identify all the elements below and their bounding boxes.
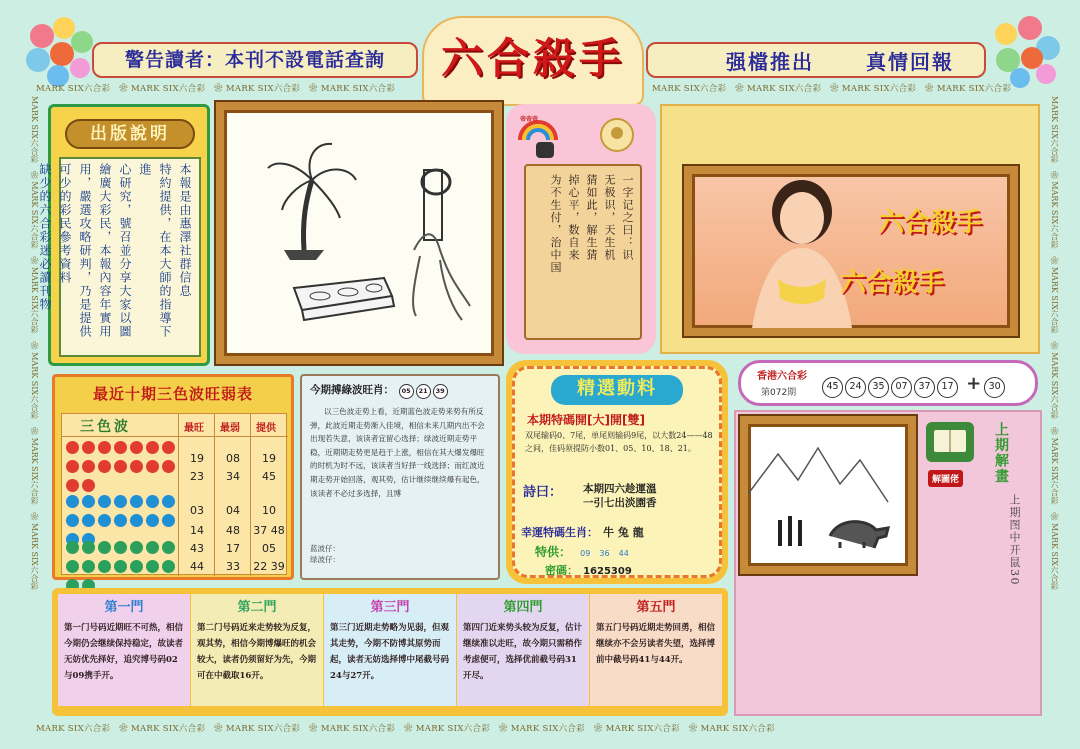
wave-cell: 04 [226, 504, 240, 517]
publish-notice-body [38, 157, 201, 357]
wave-cell: 22 39 [253, 560, 285, 573]
lotto-special-number: 30 [984, 377, 1005, 398]
photo-frame [684, 166, 1018, 336]
wave-hot-line-green: 绿波仔： [310, 555, 340, 564]
wave-table-grid [61, 413, 287, 575]
puzzle-frame [216, 102, 502, 364]
wave-cell: 03 [190, 504, 204, 517]
lotto-number: 45 [822, 377, 843, 398]
notice-col: 特約提供，在本大師的指導下進 [138, 163, 172, 339]
book-icon [926, 422, 974, 462]
wave-cell: 10 [262, 504, 276, 517]
logo-plate [422, 16, 644, 106]
code-label: 密碼： [545, 564, 578, 577]
proverb-panel [506, 104, 656, 354]
wave-hot-title: 今期搏綠波旺肖： [310, 384, 394, 396]
wave-table [52, 374, 294, 580]
select-info-body: 双尾输码0、7尾，单尾则输码9尾，以大数24——48之间，佳码须提防小数01、05、10、18、21。 [525, 431, 713, 453]
code-value: 1625309 [583, 566, 632, 577]
gate-title: 第四門 [503, 600, 543, 615]
pick-number: 09 [580, 549, 591, 558]
wave-hot-line-blue: 蓝波仔： [310, 544, 340, 553]
wave-cell: 23 [190, 470, 204, 483]
notice-col: 心研究，號召並分享大家以圖 [118, 163, 132, 339]
proverb-col: 猜如此，解生猜 [585, 174, 598, 262]
hk-lotto-label: 香港六合彩 [757, 371, 807, 382]
notice-col: 缺少的六合彩迷必讀刊物 [38, 163, 52, 312]
gate-title: 第一門 [104, 600, 144, 615]
wave-header-cold: 最弱 [220, 423, 240, 434]
last-period-frame [740, 416, 916, 574]
wave-hot-header [310, 382, 490, 399]
gate-1 [58, 594, 190, 706]
publish-notice-title: 出版說明 [90, 124, 170, 144]
gate-title: 第五門 [636, 600, 676, 615]
border-strip-top-left: MARK SIX六合彩 ❀ MARK SIX六合彩 ❀ MARK SIX六合彩 ❀ MARK SIX六合彩 [36, 84, 396, 94]
select-info-panel [506, 360, 728, 584]
hk-lotto-issue: 第072期 [761, 388, 797, 398]
select-info-title-plate [551, 375, 683, 405]
picks-label: 特供： [535, 545, 572, 559]
pick-number: 44 [618, 549, 629, 558]
gates-row [58, 594, 722, 710]
last-period-answer: 上期图中开鼠30 [1008, 494, 1021, 586]
select-info-inner [512, 366, 722, 578]
logo-text: 六合殺手 [440, 34, 625, 83]
lotto-number: 17 [937, 377, 958, 398]
hk-lotto-result [738, 360, 1038, 406]
gate-4 [457, 594, 589, 706]
warning-bar [92, 42, 418, 78]
proverb-col: 一字记之曰：识 [621, 174, 634, 262]
gates-panel [52, 588, 728, 716]
border-strip-right: MARK SIX六合彩 ❀ MARK SIX六合彩 ❀ MARK SIX六合彩 ❀ MARK SIX六合彩 ❀ MARK SIX六合彩 ❀ MARK SIX六合彩 [1050, 96, 1059, 590]
woman-photo-icon [732, 178, 872, 328]
gate-2 [191, 594, 323, 706]
wave-cell: 19 [262, 452, 276, 465]
notice-col: 用，嚴選攻略研判，乃是提供 [78, 163, 92, 339]
proverb-col: 无极识，天生机 [603, 174, 616, 262]
publish-notice-title-plate [65, 119, 195, 149]
slogan-right: 真情回報 [866, 50, 954, 74]
wave-hot-number: 39 [433, 384, 448, 399]
wave-hot-panel [300, 374, 500, 580]
select-info-title: 精選動料 [577, 378, 657, 399]
gate-text: 第五门号码近期走势回勇，相信继续亦不会另读者失望，选择博前中截号码41与44开。 [596, 623, 716, 665]
code-row [545, 559, 632, 578]
proverb-col: 为不生付，治中国 [549, 174, 562, 274]
lotto-number: 24 [845, 377, 866, 398]
notice-col: 繪廣大彩民，本報內容年實用 [98, 163, 112, 339]
hk-lotto-numbers [821, 373, 1006, 398]
publish-notice-panel [38, 104, 210, 366]
wave-cell: 33 [226, 560, 240, 573]
last-period-badge: 解圖佬 [928, 470, 963, 487]
gate-5 [590, 594, 722, 706]
lotto-plus: + [966, 373, 982, 394]
wave-hot-number: 21 [416, 384, 431, 399]
photo-caption-1: 六合殺手 [878, 208, 983, 238]
proverb-scroll [524, 164, 642, 340]
proverb-badge: 帝帝帝 [520, 116, 539, 123]
wave-cell: 37 48 [253, 524, 285, 537]
lotto-number: 37 [914, 377, 935, 398]
wave-cell: 44 [190, 560, 204, 573]
lotto-number: 07 [891, 377, 912, 398]
gate-text: 第一门号码近期旺不可热，相信今期仍会继续保持稳定，故读者无妨优先择好，追究博号码02与09携手开。 [64, 623, 184, 681]
warning-text: 警告讀者：本刊不設電話查詢 [124, 49, 385, 71]
last-period-panel [734, 410, 1042, 716]
poem-label: 詩曰： [523, 485, 563, 500]
notice-col: 可少的彩民參考資料 [58, 163, 72, 285]
wave-header-pick: 提供 [256, 423, 276, 434]
balloons-right-icon [984, 14, 1066, 90]
gate-text: 第二门号码近来走势较为反复，观其势，相信今期博爆旺的机会较大，读者仍须留好为先，今期可在中截取16开。 [197, 623, 317, 681]
poem-line: 本期四六趁運溫 [583, 483, 657, 495]
wave-cell: 05 [262, 542, 276, 555]
notice-col: 本報是由惠澤社群信息 [178, 163, 192, 298]
last-period-drawing-icon [748, 424, 908, 566]
lotto-number: 35 [868, 377, 889, 398]
wave-cell: 45 [262, 470, 276, 483]
last-period-title: 上期解畫 [993, 422, 1009, 484]
wave-cell: 08 [226, 452, 240, 465]
wave-table-title: 最近十期三色波旺弱表 [92, 385, 253, 403]
wave-cell: 48 [226, 524, 240, 537]
wave-hot-number: 05 [399, 384, 414, 399]
lucky-row [521, 521, 644, 540]
wave-cell: 17 [226, 542, 240, 555]
wave-cell: 34 [226, 470, 240, 483]
border-strip-bottom: MARK SIX六合彩 ❀ MARK SIX六合彩 ❀ MARK SIX六合彩 ❀ MARK SIX六合彩 ❀ MARK SIX六合彩 ❀ MARK SIX六合彩 ❀ MARK SIX六合彩 ❀ MARK SIX六合彩 [36, 724, 775, 734]
poem-line: 一引七出淡園香 [583, 497, 657, 509]
lucky-value: 牛 兔 龍 [603, 526, 644, 539]
wave-header-color: 三色波 [80, 419, 131, 435]
gate-3 [324, 594, 456, 706]
picks-row [535, 541, 629, 560]
wave-cell: 43 [190, 542, 204, 555]
border-strip-top-right: MARK SIX六合彩 ❀ MARK SIX六合彩 ❀ MARK SIX六合彩 ❀ MARK SIX六合彩 [652, 84, 1012, 94]
slogan-left: 强檔推出 [726, 50, 814, 74]
proverb-col: 掉心平，数自来 [567, 174, 580, 262]
wave-header-hot: 最旺 [184, 423, 204, 434]
border-strip-left: MARK SIX六合彩 ❀ MARK SIX六合彩 ❀ MARK SIX六合彩 ❀ MARK SIX六合彩 ❀ MARK SIX六合彩 ❀ MARK SIX六合彩 [30, 96, 39, 590]
pick-number: 36 [599, 549, 610, 558]
seal-icon [598, 116, 636, 154]
balloons-left-icon [18, 14, 100, 90]
wave-hot-body: 以三色波走势上看，近期蓝色波走势来势有所反弹，此波近期走势渐入佳境，相信未来几期内出不会出现若失意，该读者宜留心选择；绿波近期走势平稳，近期期走势更是趋于上涨，相信在其大爆发爆旺的时机为时不远，该读者当好择一线选择；而红波近期走势开始回落，观其势，估计继续继续爆有起色，该读者不必过多选择，且博 [310, 407, 485, 498]
gate-text: 第三门近期走势略为见弱，但观其走势，今期不防博其原势而起，读者无妨选择博中尾截号码24与27开。 [330, 623, 450, 681]
puzzle-drawing-icon [224, 110, 494, 356]
gate-title: 第二門 [237, 600, 277, 615]
photo-caption-2: 六合殺手 [840, 268, 945, 298]
wave-cell: 14 [190, 524, 204, 537]
select-info-special: 本期特碼開[大]開[雙] [527, 413, 645, 427]
wave-row-red-balls [64, 440, 176, 497]
gate-text: 第四门近来势头较为反复，估计继续准以走旺，故今期只需稍作考虑便可，选择优前截号码31开尽。 [463, 623, 583, 681]
wave-cell: 19 [190, 452, 204, 465]
gate-title: 第三門 [370, 600, 410, 615]
lucky-label: 幸運特碼生肖： [521, 526, 598, 539]
slogan-bar [646, 42, 986, 78]
photo-panel [660, 104, 1040, 354]
